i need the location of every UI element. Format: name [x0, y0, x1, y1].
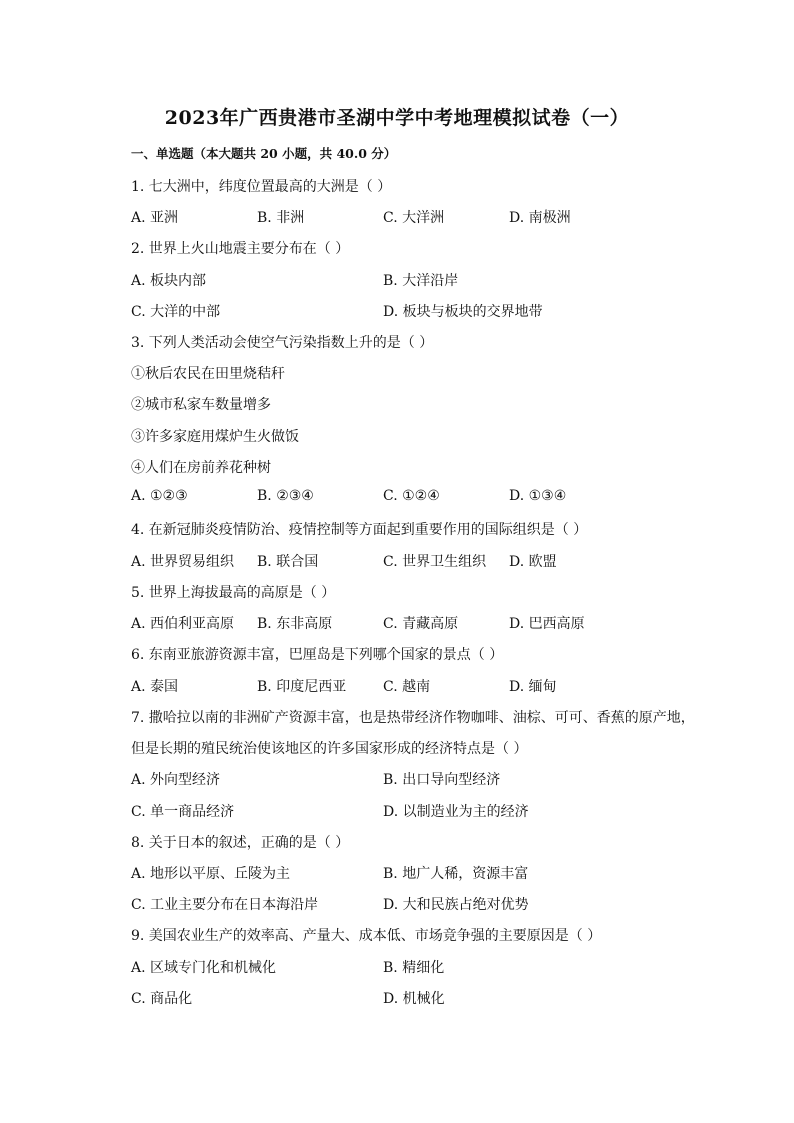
question-3-option-b: B. ②③④	[257, 488, 314, 504]
question-9-option-b: B. 精细化	[383, 960, 445, 976]
question-7-stem-continued: 但是长期的殖民统治使该地区的许多国家形成的经济特点是（ ）	[131, 741, 528, 757]
question-3-item-2: ②城市私家车数量增多	[131, 397, 271, 413]
question-6-option-a: A. 泰国	[131, 679, 179, 695]
question-5-option-a: A. 西伯利亚高原	[131, 616, 235, 632]
question-3-option-d: D. ①③④	[509, 488, 567, 504]
question-6-option-c: C. 越南	[383, 679, 431, 695]
question-8-option-a: A. 地形以平原、丘陵为主	[131, 866, 291, 882]
question-2-option-b: B. 大洋沿岸	[383, 273, 459, 289]
section-heading: 一、单选题（本大题共 20 小题，共 40.0 分）	[131, 146, 397, 161]
question-7-option-c: C. 单一商品经济	[131, 804, 235, 820]
question-2-option-d: D. 板块与板块的交界地带	[383, 304, 543, 320]
question-5-option-d: D. 巴西高原	[509, 616, 585, 632]
question-5-option-c: C. 青藏高原	[383, 616, 459, 632]
question-7-option-a: A. 外向型经济	[131, 772, 221, 788]
question-1-stem: 1. 七大洲中，纬度位置最高的大洲是（ ）	[131, 179, 392, 195]
question-3-item-3: ③许多家庭用煤炉生火做饭	[131, 429, 299, 445]
exam-title: 2023年广西贵港市圣湖中学中考地理模拟试卷（一）	[164, 107, 630, 129]
question-7-stem: 7. 撒哈拉以南的非洲矿产资源丰富，也是热带经济作物咖啡、油棕、可可、香蕉的原产地，	[131, 710, 695, 726]
question-3-option-a: A. ①②③	[131, 488, 188, 504]
question-8-option-d: D. 大和民族占绝对优势	[383, 897, 529, 913]
question-8-option-b: B. 地广人稀，资源丰富	[383, 866, 529, 882]
question-4-stem: 4. 在新冠肺炎疫情防治、疫情控制等方面起到重要作用的国际组织是（ ）	[131, 522, 588, 538]
question-4-option-c: C. 世界卫生组织	[383, 554, 487, 570]
question-2-stem: 2. 世界上火山地震主要分布在（ ）	[131, 241, 350, 257]
question-3-stem: 3. 下列人类活动会使空气污染指数上升的是（ ）	[131, 335, 434, 351]
question-4-option-b: B. 联合国	[257, 554, 319, 570]
question-9-stem: 9. 美国农业生产的效率高、产量大、成本低、市场竞争强的主要原因是（ ）	[131, 928, 602, 944]
question-7-option-b: B. 出口导向型经济	[383, 772, 501, 788]
question-4-option-a: A. 世界贸易组织	[131, 554, 235, 570]
question-6-stem: 6. 东南亚旅游资源丰富，巴厘岛是下列哪个国家的景点（ ）	[131, 647, 504, 663]
question-9-option-a: A. 区域专门化和机械化	[131, 960, 277, 976]
question-1-option-a: A. 亚洲	[131, 210, 179, 226]
question-2-option-c: C. 大洋的中部	[131, 304, 221, 320]
question-8-stem: 8. 关于日本的叙述，正确的是（ ）	[131, 835, 350, 851]
question-9-option-d: D. 机械化	[383, 991, 445, 1007]
question-1-option-c: C. 大洋洲	[383, 210, 445, 226]
question-3-item-1: ①秋后农民在田里烧秸秆	[131, 366, 285, 382]
question-6-option-b: B. 印度尼西亚	[257, 679, 347, 695]
question-3-option-c: C. ①②④	[383, 488, 440, 504]
question-1-option-b: B. 非洲	[257, 210, 305, 226]
question-5-option-b: B. 东非高原	[257, 616, 333, 632]
question-6-option-d: D. 缅甸	[509, 679, 557, 695]
question-1-option-d: D. 南极洲	[509, 210, 571, 226]
question-5-stem: 5. 世界上海拔最高的高原是（ ）	[131, 585, 336, 601]
question-7-option-d: D. 以制造业为主的经济	[383, 804, 529, 820]
question-8-option-c: C. 工业主要分布在日本海沿岸	[131, 897, 319, 913]
question-4-option-d: D. 欧盟	[509, 554, 557, 570]
question-2-option-a: A. 板块内部	[131, 273, 207, 289]
question-9-option-c: C. 商品化	[131, 991, 193, 1007]
question-3-item-4: ④人们在房前养花种树	[131, 460, 271, 476]
